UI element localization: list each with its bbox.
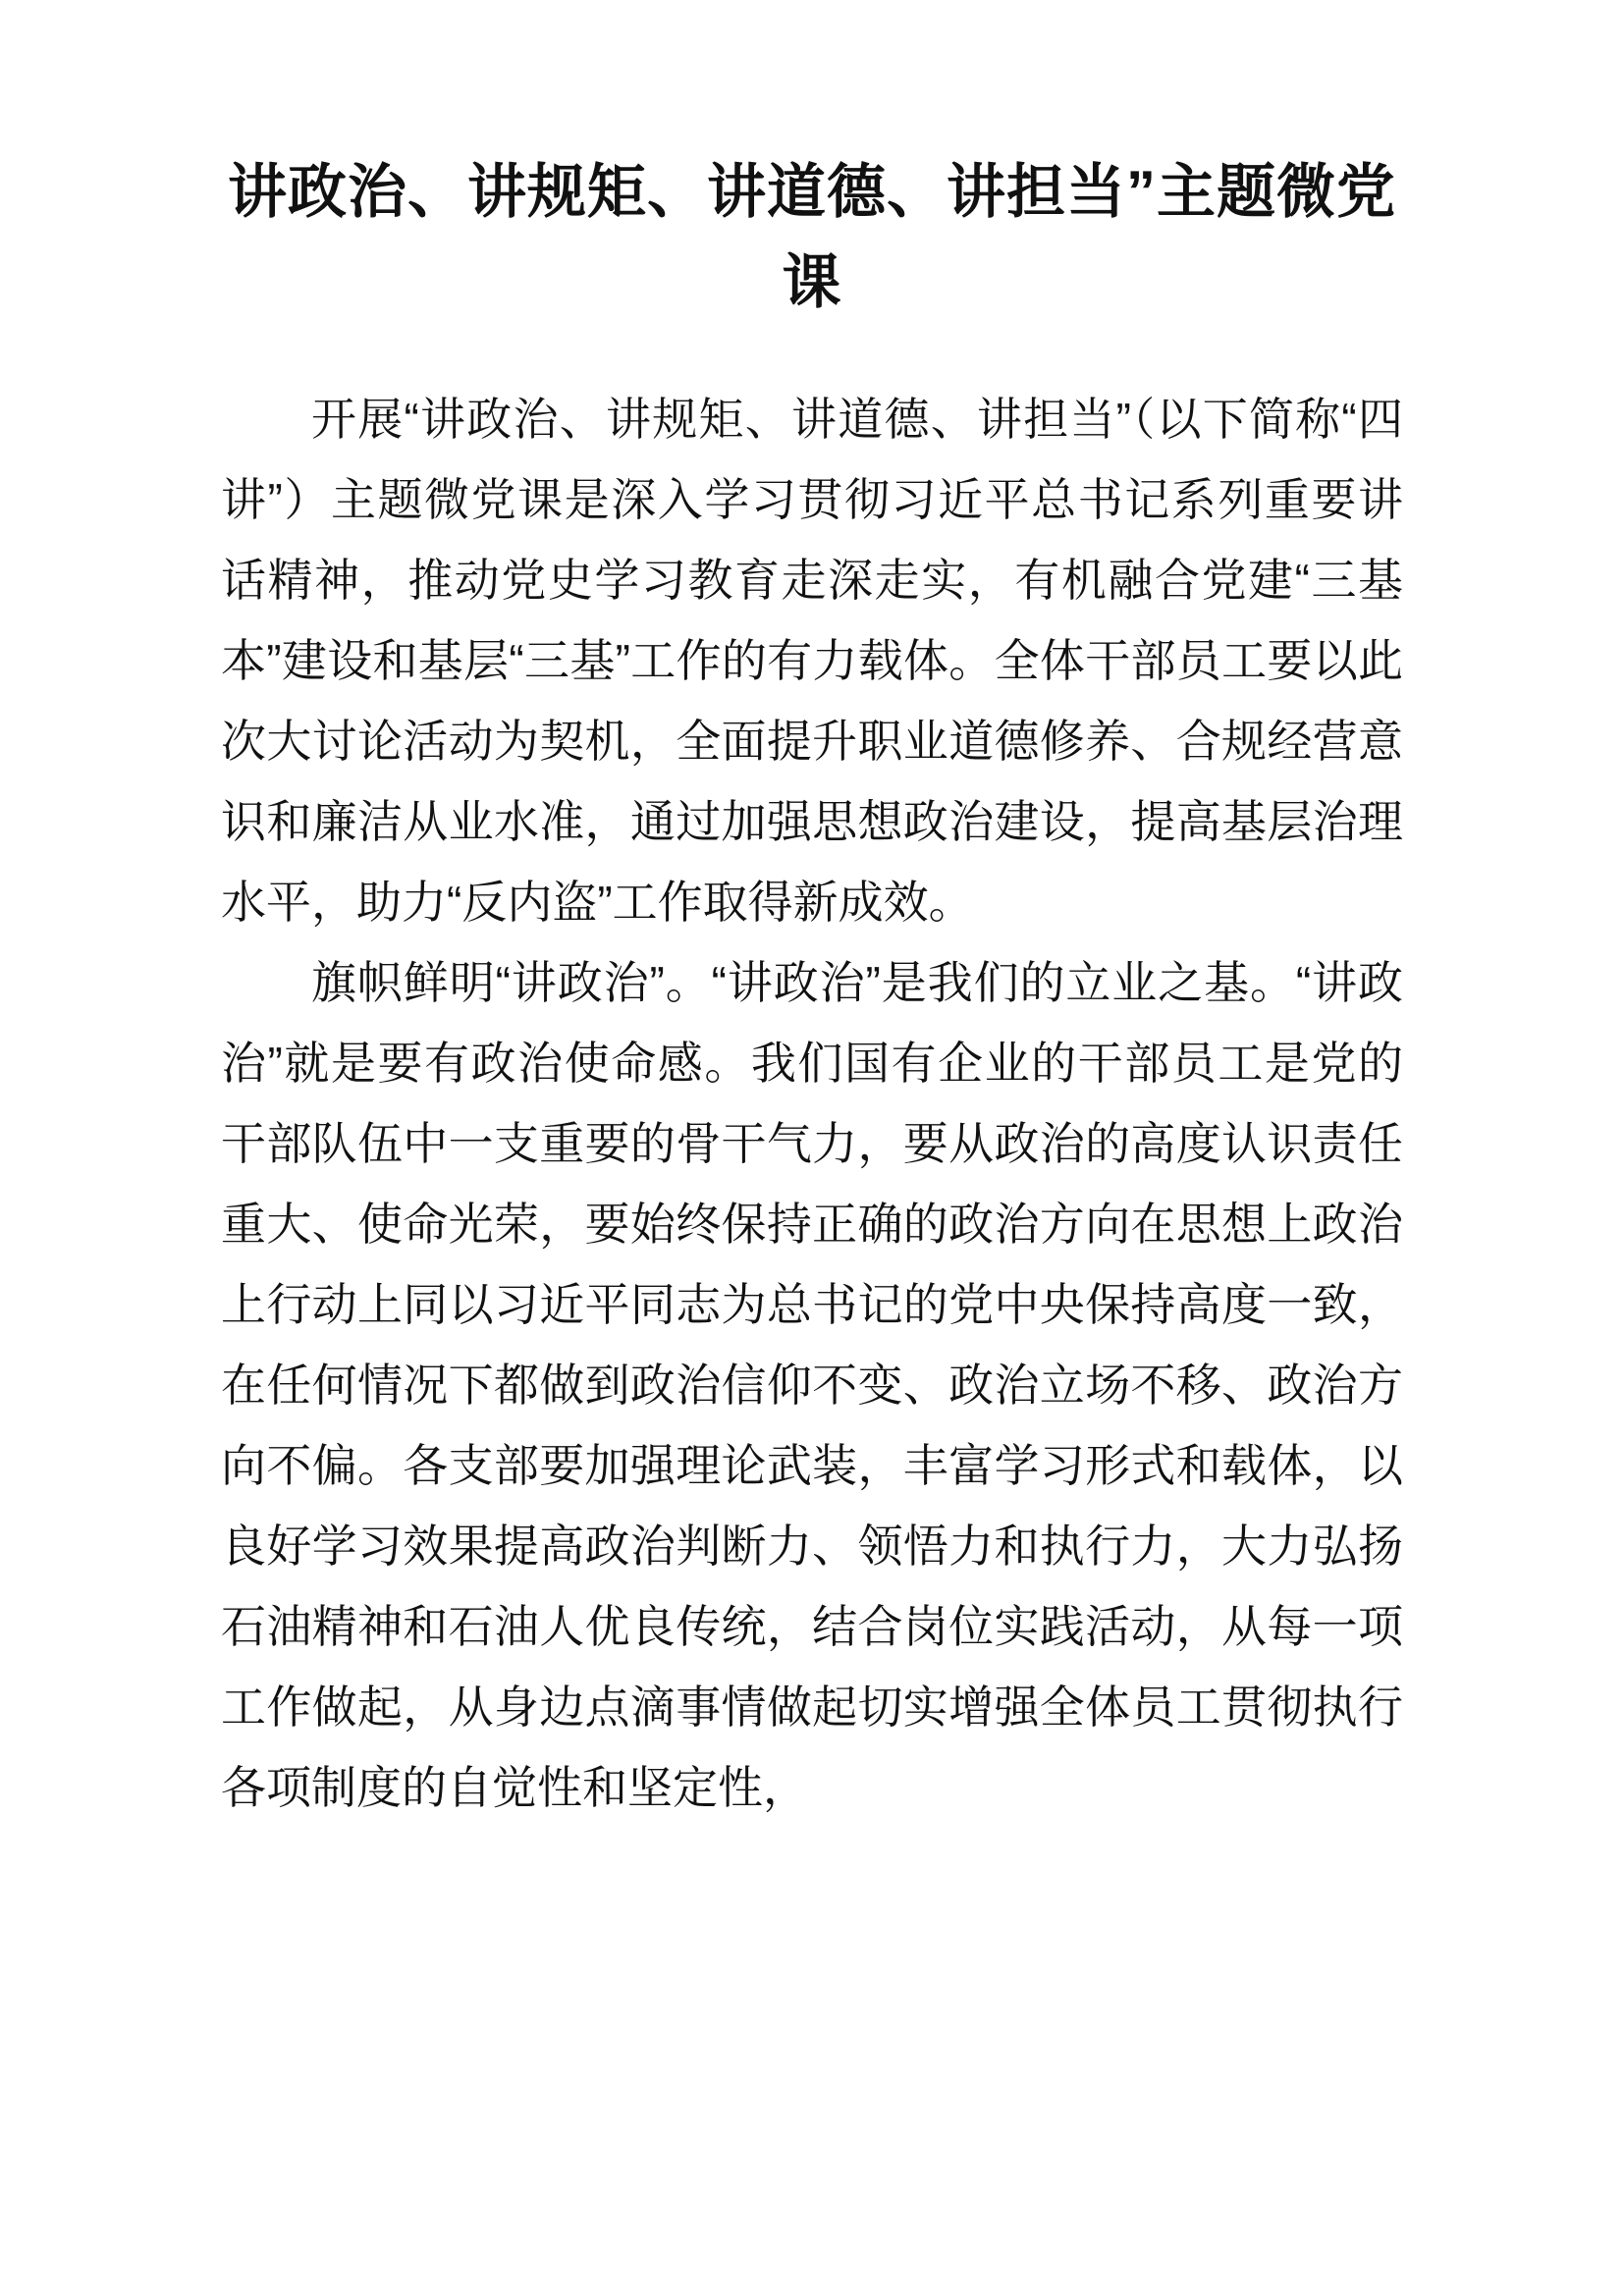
document-title: 讲政治、讲规矩、讲道德、讲担当”主题微党课	[228, 159, 1396, 315]
document-body	[221, 379, 1403, 1828]
paragraph-1: 开展“讲政治、讲规矩、讲道德、讲担当”（以下简称“四讲”）主题微党课是深入学习贯彻习近平总书记系列重要讲话精神，推动党史学习教育走深走实，有机融合党建“三基本”建设和基层“三基”工作的有力载体。全体干部员工要以此次大讨论活动为契机，全面提升职业道德修养、合规经营意识和廉洁从业水准，通过加强思想政治建设，提高基层治理水平，助力“反内盗”工作取得新成效。	[221, 394, 1403, 928]
paragraph-2: 旗帜鲜明“讲政治”。“讲政治”是我们的立业之基。“讲政治”就是要有政治使命感。我们国有企业的干部员工是党的干部队伍中一支重要的骨干气力，要从政治的高度认识责任重大、使命光荣，要始终保持正确的政治方向在思想上政治上行动上同以习近平同志为总书记的党中央保持高度一致，在任何情况下都做到政治信仰不变、政治立场不移、政治方向不偏。各支部要加强理论武装，丰富学习形式和载体，以良好学习效果提高政治判断力、领悟力和执行力，大力弘扬石油精神和石油人优良传统，结合岗位实践活动，从每一项工作做起，从身边点滴事情做起切实增强全体员工贯彻执行各项制度的自觉性和坚定性，	[221, 957, 1403, 1813]
